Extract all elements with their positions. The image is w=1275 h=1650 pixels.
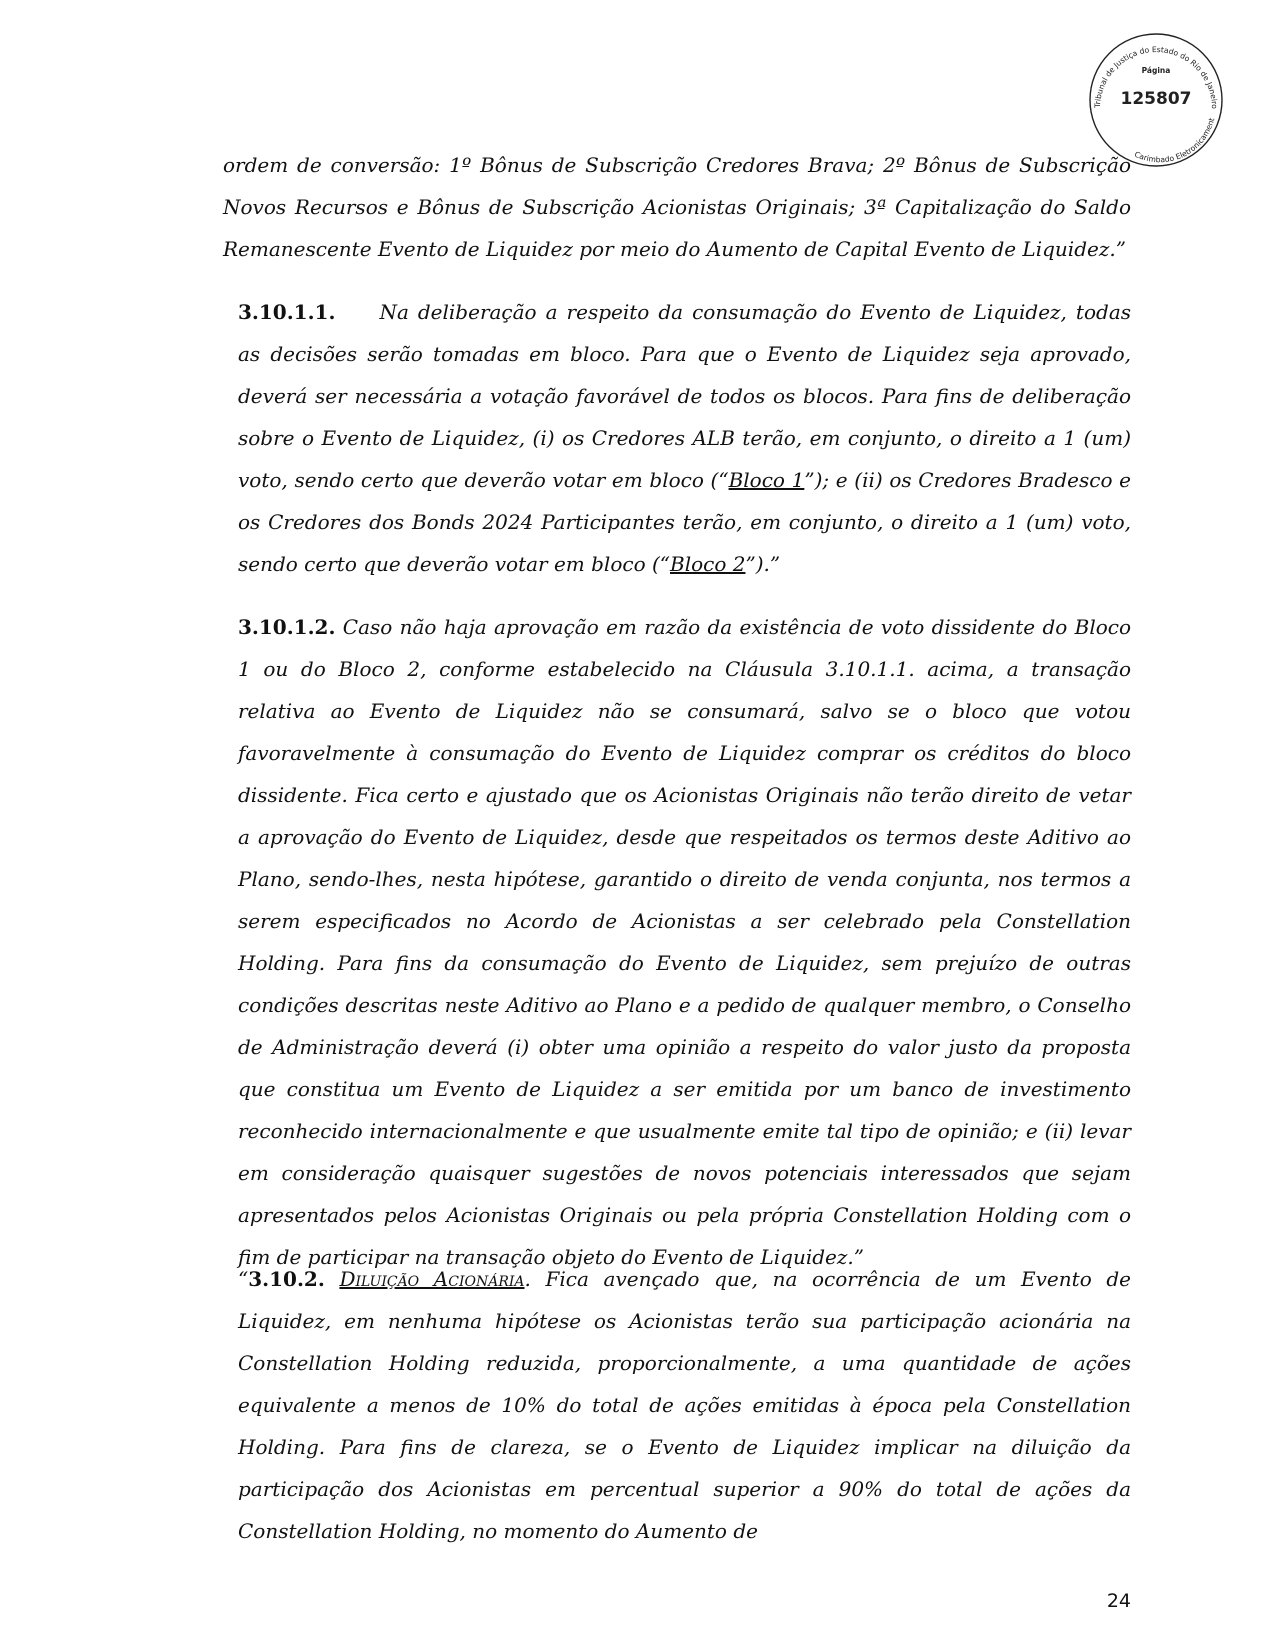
- clause-text: Caso não haja aprovação em razão da existência de voto dissidente do Bloco 1 ou do Bloco 2, conforme estabelecido na Cláusula 3.10.1.1. acima, a transação relativa ao Evento de Liquidez não se consumará, salvo se o bloco que votou favoravelmente à consumação do Evento de Liquidez comprar os créditos do bloco dissidente. Fica certo e ajustado que os Acionistas Originais não terão direito de vetar a aprovação do Evento de Liquidez, desde que respeitados os termos deste Aditivo ao Plano, sendo-lhes, nesta hipótese, garantido o direito de venda conjunta, nos termos a serem especificados no Acordo de Acionistas a ser celebrado pela Constellation Holding. Para fins da consumação do Evento de Liquidez, sem prejuízo de outras condições descritas neste Aditivo ao Plano e a pedido de qualquer membro, o Conselho de Administração deverá (i) obter uma opinião a respeito do valor justo da proposta que constitua um Evento de Liquidez a ser emitida por um banco de investimento reconhecido internacionalmente e que usualmente emite tal tipo de opinião; e (ii) levar em consideração quaisquer sugestões de novos potenciais interessados que sejam apresentados pelos Acionistas Originais ou pela própria Constellation Holding com o fim de participar na transação objeto do Evento de Liquidez.”: [238, 615, 1132, 1269]
- stamp-page-value: 125807: [1120, 89, 1192, 109]
- intro-text: ordem de conversão: 1º Bônus de Subscrição Credores Brava; 2º Bônus de Subscrição Novos Recursos e Bônus de Subscrição Acionistas Originais; 3ª Capitalização do Saldo Remanescente Evento de Liquidez por meio do Aumento de Capital Evento de Liquidez.”: [223, 153, 1131, 261]
- clause-3-10-1-1: [238, 291, 1131, 585]
- clause-text: ”).”: [745, 552, 781, 576]
- intro-paragraph: [223, 144, 1131, 270]
- clause-number: 3.10.2.: [248, 1267, 325, 1291]
- clause-number: 3.10.1.2.: [238, 615, 336, 639]
- defined-term-bloco-2: Bloco 2: [670, 552, 746, 576]
- clause-number: 3.10.1.1.: [238, 300, 336, 324]
- clause-3-10-1-2: [238, 606, 1131, 1278]
- stamp-page-label: Página: [1141, 66, 1171, 75]
- page-number: 24: [1106, 1590, 1131, 1612]
- stamp-circle-text: Tribunal de Justiça do Estado do Rio de Janeiro: [1092, 44, 1220, 110]
- clause-title-period: .: [524, 1267, 531, 1291]
- clause-text: Na deliberação a respeito da consumação do Evento de Liquidez, todas as decisões serão tomadas em bloco. Para que o Evento de Liquidez seja aprovado, deverá ser necessária a votação favorável de todos os blocos. Para fins de deliberação sobre o Evento de Liquidez, (i) os Credores ALB terão, em conjunto, o direito a 1 (um) voto, sendo certo que deverão votar em bloco (“: [238, 300, 1131, 492]
- stamp-bottom-text: Carimbado Eletronicament: [1133, 116, 1217, 165]
- defined-term-bloco-1: Bloco 1: [728, 468, 805, 492]
- clause-text: Fica avençado que, na ocorrência de um Evento de Liquidez, em nenhuma hipótese os Acionistas terão sua participação acionária na Constellation Holding reduzida, proporcionalmente, a uma quantidade de ações equivalente a menos de 10% do total de ações emitidas à época pela Constellation Holding. Para fins de clareza, se o Evento de Liquidez implicar na diluição da participação dos Acionistas em percentual superior a 90% do total de ações da Constellation Holding, no momento do Aumento de: [238, 1267, 1131, 1543]
- clause-title: Diluição Acionária: [339, 1267, 525, 1291]
- open-quote: “: [238, 1267, 249, 1291]
- clause-3-10-2: [238, 1258, 1131, 1552]
- clause-text: ”); e (ii) os Credores Bradesco e os Credores dos Bonds 2024 Participantes terão, em conjunto, o direito a 1 (um) voto, sendo certo que deverão votar em bloco (“: [238, 468, 1131, 576]
